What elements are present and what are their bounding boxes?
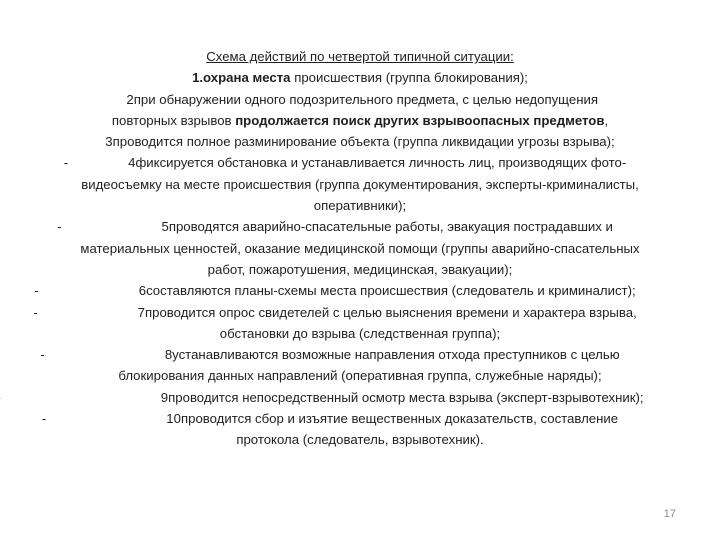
text-line-11	[34, 280, 676, 301]
line-text: 4фиксируется обстановка и устанавливается личность лиц, производящих фото-	[128, 155, 627, 171]
line-text: 6составляются планы-схемы места происшествия (следователь и криминалист);	[138, 283, 636, 299]
text-line-1	[44, 67, 676, 88]
text-line-6	[44, 174, 676, 195]
line-text: 7проводится опрос свидетелей с целью выяснения времени и характера взрыва,	[137, 304, 637, 320]
list-dash: -	[40, 347, 45, 363]
list-dash	[0, 390, 1, 405]
line-text: 3проводится полное разминирование объекта (группа ликвидации угрозы взрыва);	[105, 134, 615, 150]
text-line-9	[44, 238, 676, 259]
text-line-3	[44, 110, 676, 131]
text-line-10	[44, 259, 676, 280]
bold-phrase: 1.охрана места	[192, 70, 291, 86]
line-text: видеосъемку на месте происшествия (группа документирования, эксперты-криминалисты,	[81, 176, 639, 192]
text-line-8	[44, 216, 676, 237]
list-dash: -	[33, 304, 38, 320]
line-text: блокирования данных направлений (оперативная группа, служебные наряды);	[118, 368, 602, 384]
line-text: 9проводится непосредственный осмотр места взрыва (эксперт-взрывотехник);	[160, 389, 644, 405]
text-line-5	[44, 152, 676, 173]
list-dash: -	[34, 283, 39, 299]
line-text: материальных ценностей, оказание медицинской помощи (группы аварийно-спасательных	[80, 240, 640, 256]
text-line-16	[44, 387, 676, 408]
text-line-14	[40, 344, 676, 365]
line-text: обстановки до взрыва (следственная группа);	[219, 325, 501, 341]
text-line-17	[41, 408, 676, 429]
slide-title: Схема действий по четвертой типичной ситуации:	[206, 49, 514, 64]
line-text: 8устанавливаются возможные направления отхода преступников с целью	[164, 347, 620, 363]
line-text: протокола (следователь, взрывотехник).	[236, 432, 484, 448]
line-text: оперативники);	[313, 198, 407, 214]
text-line-4	[44, 131, 676, 152]
line-text: 10проводится сбор и изъятие вещественных доказательств, составление	[166, 411, 619, 427]
text-line-7	[44, 195, 676, 216]
page-number: 17	[663, 508, 676, 520]
line-text: 5проводятся аварийно-спасательные работы, эвакуация пострадавших и	[161, 219, 613, 235]
bold-phrase: продолжается поиск других взрывоопасных предметов	[235, 112, 605, 128]
line-text: 2при обнаружении одного подозрительного предмета, с целью недопущения	[126, 91, 599, 107]
text-line-15	[44, 365, 676, 386]
slide-body	[33, 46, 676, 451]
line-text: происшествия (группа блокирования);	[290, 70, 528, 86]
list-dash: -	[41, 411, 47, 427]
list-dash: -	[63, 155, 69, 171]
text-line-18	[44, 429, 676, 450]
text-line-13	[44, 323, 676, 344]
line-text-after: ,	[604, 112, 609, 128]
text-line-2	[44, 89, 676, 110]
line-text: работ, пожаротушения, медицинская, эвакуации);	[207, 261, 513, 277]
text-line-12	[33, 302, 676, 323]
list-dash: -	[57, 219, 62, 235]
line-text: повторных взрывов	[111, 112, 236, 128]
